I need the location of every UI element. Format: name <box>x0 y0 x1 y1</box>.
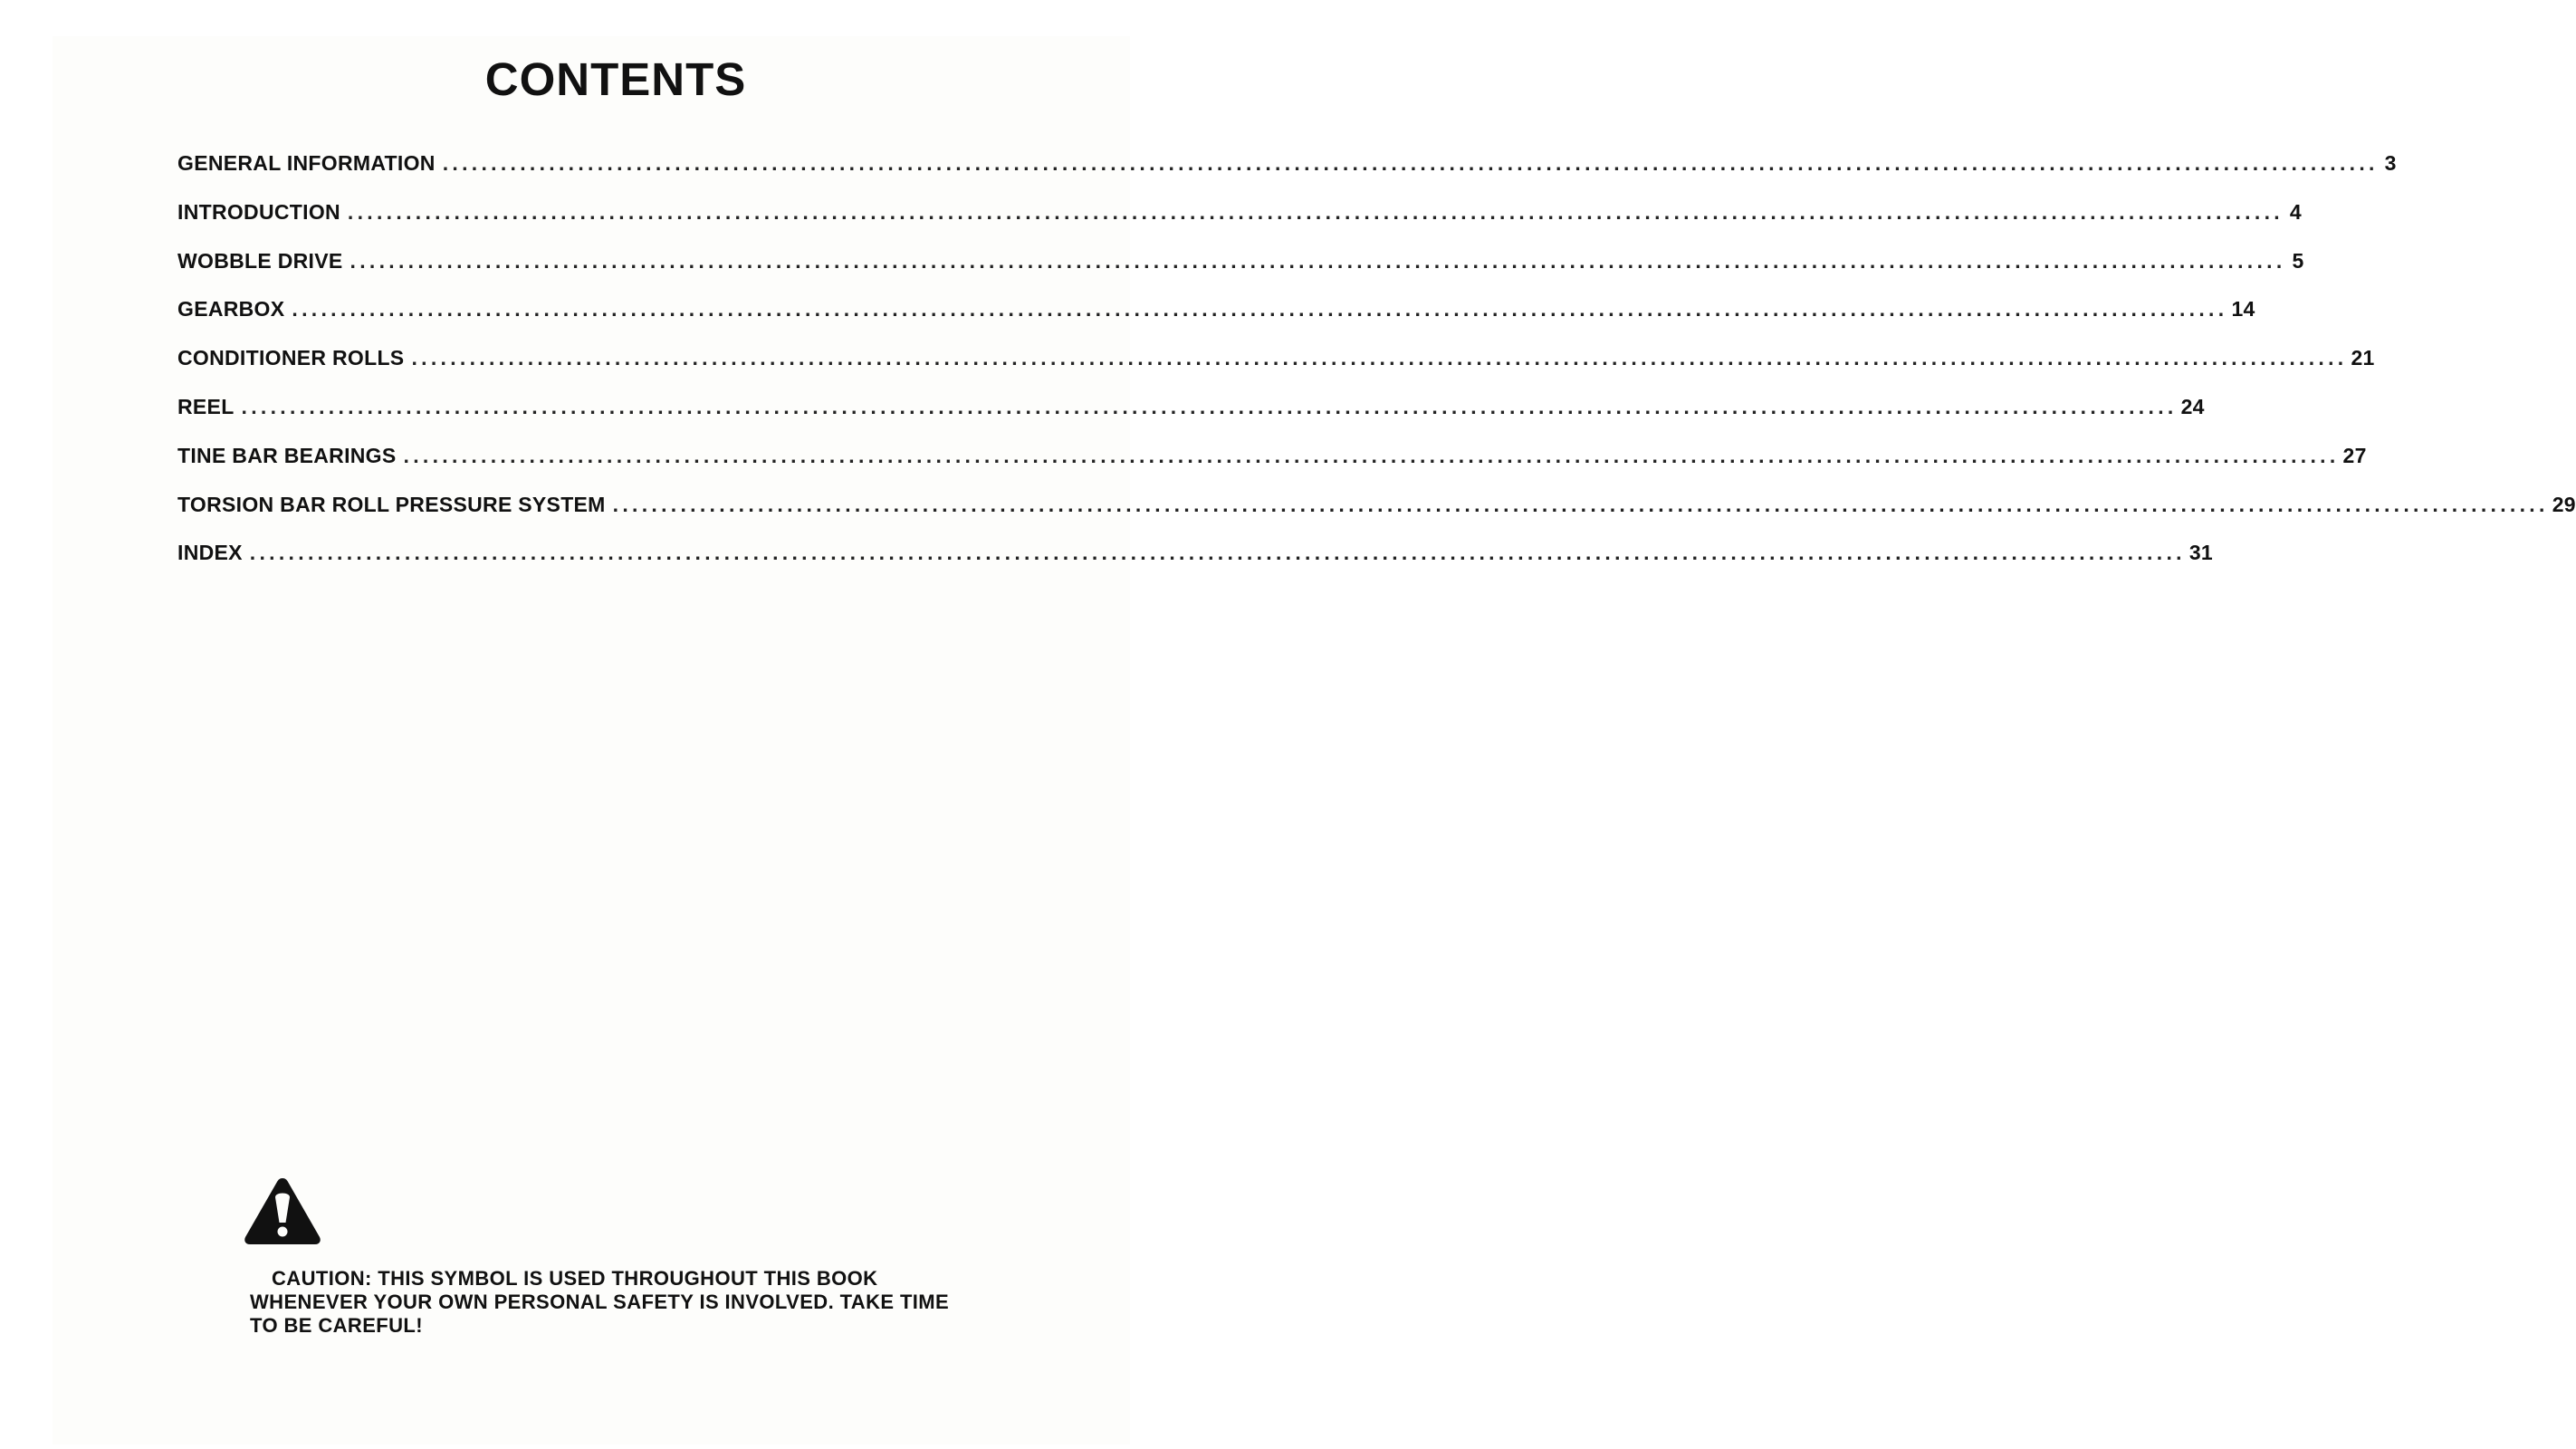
toc-dot-leader: ........................................................................................................................................................................................................ <box>350 248 2286 273</box>
toc-entry-page: 5 <box>2292 248 2304 273</box>
toc-entry-label: INTRODUCTION <box>177 199 340 224</box>
toc-dot-leader: ........................................................................................................................................................................................................ <box>411 346 2348 370</box>
toc-entry[interactable] <box>177 492 2576 542</box>
toc-entry[interactable] <box>177 151 2397 200</box>
toc-dot-leader: ........................................................................................................................................................................................................ <box>241 394 2178 418</box>
toc-entry-page: 31 <box>2188 541 2214 565</box>
toc-entry-label: GEARBOX <box>177 297 285 321</box>
caution-notice: CAUTION: THIS SYMBOL IS USED THROUGHOUT THIS BOOK WHENEVER YOUR OWN PERSONAL SAFETY IS INVOLVED. TAKE TIME TO BE CAREFUL! <box>250 1267 950 1337</box>
toc-entry-label: WOBBLE DRIVE <box>177 248 343 273</box>
toc-entry[interactable] <box>177 248 2304 298</box>
toc-entry-label: GENERAL INFORMATION <box>177 151 436 175</box>
toc-entry[interactable] <box>177 346 2375 395</box>
toc-dot-leader: ........................................................................................................................................................................................................ <box>403 443 2340 467</box>
toc-dot-leader: ........................................................................................................................................................................................................ <box>442 151 2379 175</box>
toc-entry-label: CONDITIONER ROLLS <box>177 346 405 370</box>
toc-entry-page: 29 <box>2552 492 2576 516</box>
toc-dot-leader: ........................................................................................................................................................................................................ <box>612 492 2549 516</box>
toc-entry-label: REEL <box>177 394 235 418</box>
toc-entry-page: 27 <box>2342 443 2367 467</box>
page-title: CONTENTS <box>484 53 747 105</box>
toc-entry-label: TORSION BAR ROLL PRESSURE SYSTEM <box>177 492 606 516</box>
toc-entry[interactable] <box>177 541 2214 590</box>
toc-entry-page: 3 <box>2384 151 2397 175</box>
warning-triangle-icon <box>243 1176 322 1246</box>
toc-entry-page: 14 <box>2231 297 2255 321</box>
toc-dot-leader: ........................................................................................................................................................................................................ <box>249 541 2186 565</box>
toc-entry-page: 21 <box>2351 346 2375 370</box>
toc-entry[interactable] <box>177 394 2205 444</box>
toc-dot-leader: ........................................................................................................................................................................................................ <box>292 297 2228 321</box>
toc-entry[interactable] <box>177 297 2255 346</box>
toc-dot-leader: ........................................................................................................................................................................................................ <box>347 199 2284 224</box>
toc-entry-page: 24 <box>2180 394 2205 418</box>
toc-entry[interactable] <box>177 199 2302 249</box>
toc-entry-label: INDEX <box>177 541 243 565</box>
toc-entry-label: TINE BAR BEARINGS <box>177 443 397 467</box>
toc-entry[interactable] <box>177 443 2367 493</box>
table-of-contents <box>177 151 2576 590</box>
toc-entry-page: 4 <box>2289 199 2302 224</box>
